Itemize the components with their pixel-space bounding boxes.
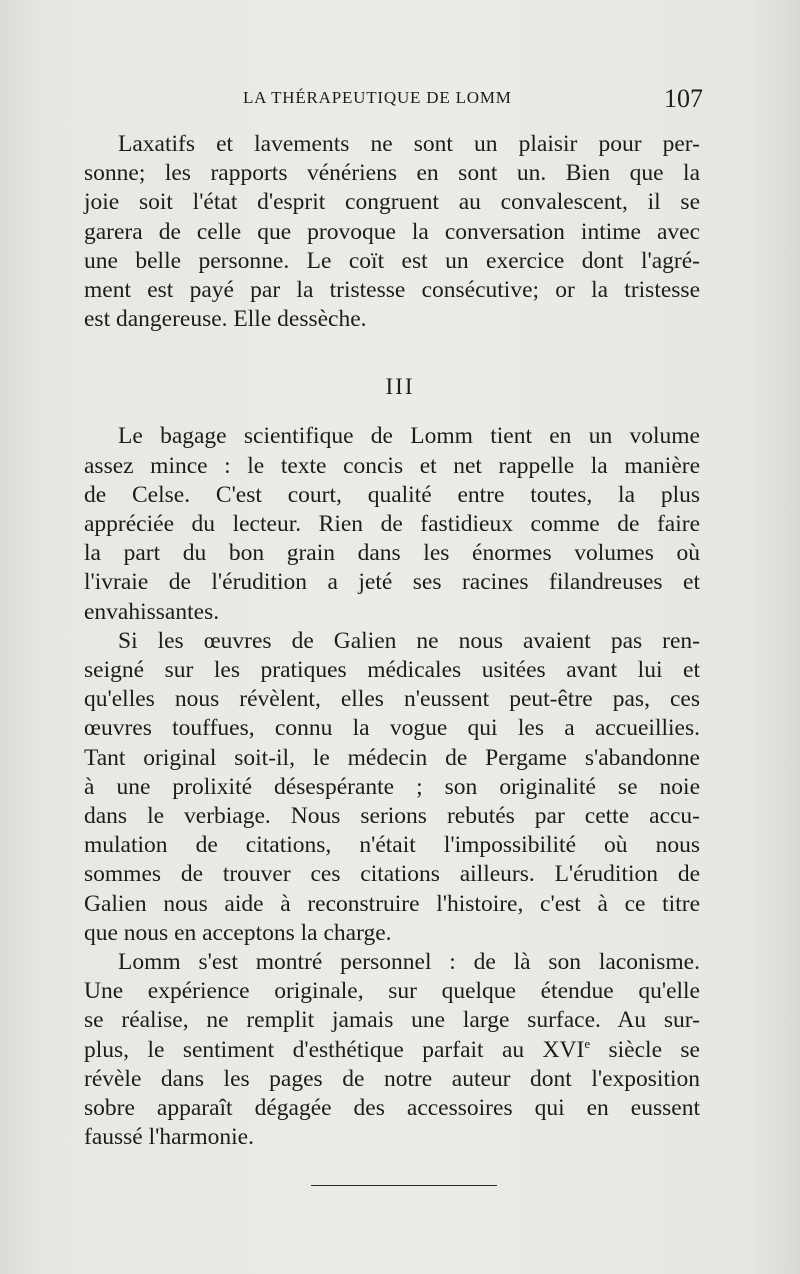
text-line: sonne; les rapports vénériens en sont un. Bien que la — [84, 160, 700, 187]
body-text — [84, 130, 700, 1153]
text-line: appréciée du lecteur. Rien de fastidieux comme de faire — [84, 511, 700, 538]
text-line: Laxatifs et lavements ne sont un plaisir pour per- — [118, 131, 700, 157]
paragraph-3 — [84, 627, 700, 948]
paragraph-4 — [84, 948, 700, 1152]
text-line: de Celse. C'est court, qualité entre toutes, la plus — [84, 481, 700, 508]
text-line: œuvres touffues, connu la vogue qui les a accueillies. — [84, 715, 700, 742]
text-line: sobre apparaît dégagée des accessoires qui en eussent — [84, 1095, 700, 1122]
text-line: assez mince : le texte concis et net rappelle la manière — [84, 452, 700, 479]
text-line: que nous en acceptons la charge. — [84, 919, 392, 946]
text-segment: plus, le sentiment d'esthétique parfait au XVI — [84, 1036, 585, 1063]
text-line: sommes de trouver ces citations ailleurs. L'érudition de — [84, 861, 700, 888]
text-line: seigné sur les pratiques médicales usitées avant lui et — [84, 657, 700, 684]
paragraph-2 — [84, 422, 700, 626]
text-line: se réalise, ne remplit jamais une large surface. Au sur- — [84, 1007, 700, 1034]
page-header — [243, 84, 713, 114]
paragraph-1 — [84, 130, 700, 334]
text-line: faussé l'harmonie. — [84, 1124, 254, 1151]
running-head: LA THÉRAPEUTIQUE DE LOMM — [243, 88, 512, 107]
text-line: révèle dans les pages de notre auteur dont l'exposition — [84, 1065, 700, 1092]
text-line: joie soit l'état d'esprit congruent au convalescent, il se — [84, 189, 700, 216]
text-line: garera de celle que provoque la conversation intime avec — [84, 218, 700, 245]
text-line: la part du bon grain dans les énormes volumes où — [84, 540, 700, 567]
text-line: Tant original soit-il, le médecin de Pergame s'abandonne — [84, 744, 700, 771]
text-line: Galien nous aide à reconstruire l'histoire, c'est à ce titre — [84, 890, 700, 917]
text-line: mulation de citations, n'était l'impossibilité où nous — [84, 832, 700, 859]
text-line: envahissantes. — [84, 598, 220, 625]
text-line: Une expérience originale, sur quelque étendue qu'elle — [84, 978, 700, 1005]
text-line: ment est payé par la tristesse consécutive; or la tristesse — [84, 277, 700, 304]
text-line: est dangereuse. Elle dessèche. — [84, 306, 367, 333]
section-heading: III — [385, 374, 415, 399]
text-line: Lomm s'est montré personnel : de là son laconisme. — [118, 949, 700, 976]
text-line: Le bagage scientifique de Lomm tient en un volume — [118, 423, 700, 450]
end-rule — [311, 1185, 497, 1186]
text-line: une belle personne. Le coït est un exercice dont l'agré- — [84, 247, 700, 274]
page-number: 107 — [664, 84, 703, 113]
superscript: e — [584, 1035, 591, 1051]
text-line: Si les œuvres de Galien ne nous avaient pas ren- — [118, 627, 700, 654]
text-line: l'ivraie de l'érudition a jeté ses racines filandreuses et — [84, 569, 700, 596]
text-line — [84, 1036, 700, 1065]
text-line: dans le verbiage. Nous serions rebutés par cette accu- — [84, 803, 700, 830]
text-segment: siècle se — [590, 1036, 700, 1063]
text-line: qu'elles nous révèlent, elles n'eussent peut-être pas, ces — [84, 686, 700, 713]
text-line: à une prolixité désespérante ; son originalité se noie — [84, 773, 700, 800]
